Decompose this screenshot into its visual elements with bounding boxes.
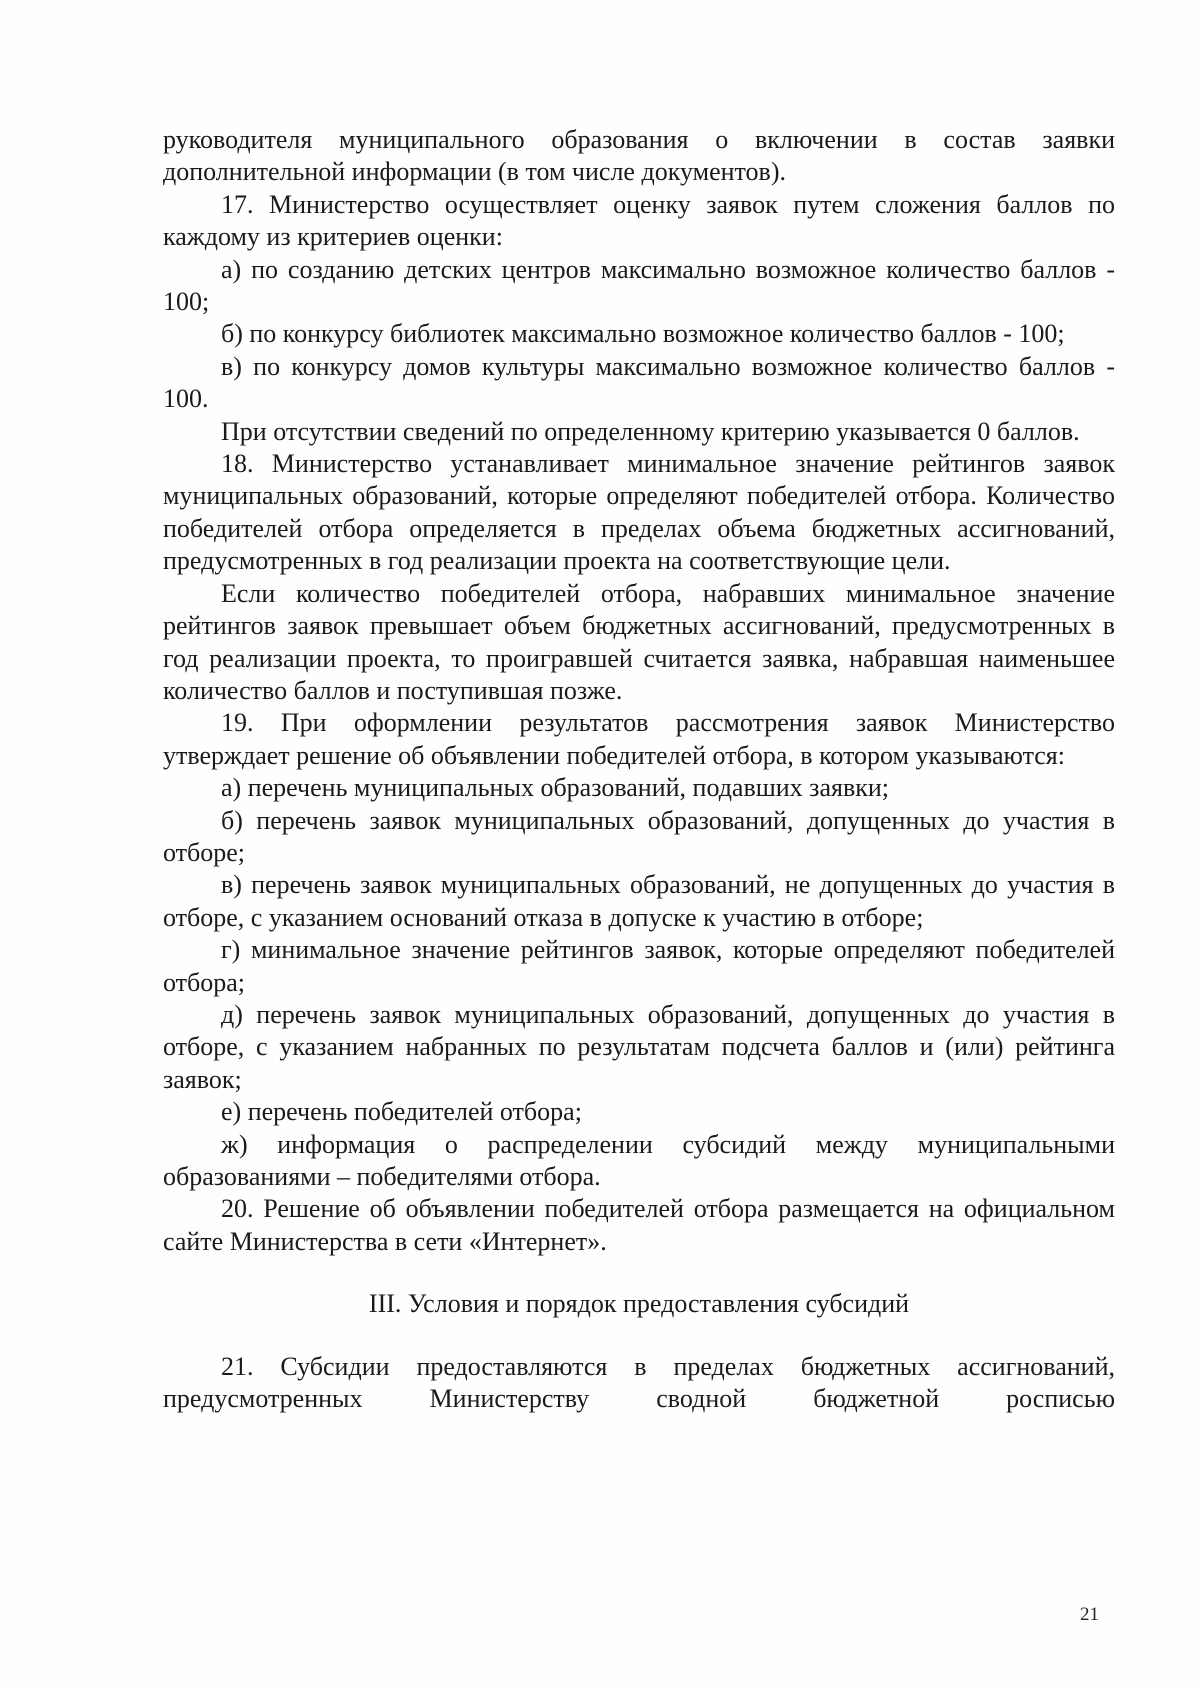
paragraph-item-19zh: ж) информация о распределении субсидий между муниципальными образованиями – победителями отбора. [163,1129,1115,1191]
paragraph-item-19: 19. При оформлении результатов рассмотрения заявок Министерство утверждает решение об объявлении победителей отбора, в котором указываются: [163,708,1115,770]
document-body [163,124,1115,1415]
section-heading: III. Условия и порядок предоставления субсидий [368,1289,910,1319]
paragraph-item-17v: в) по конкурсу домов культуры максимально возможное количество баллов - 100. [163,351,1115,414]
paragraph-item-21: 21. Субсидии предоставляются в пределах бюджетных ассигнований, предусмотренных Министерству сводной бюджетной росписью [163,1351,1115,1414]
paragraph-item-19d: д) перечень заявок муниципальных образований, допущенных до участия в отборе, с указанием набранных по результатам подсчета баллов и (или) рейтинга заявок; [163,999,1115,1094]
paragraph-continuation: руководителя муниципального образования о включении в состав заявки дополнительной информации (в том числе документов). [163,125,1115,187]
paragraph-no-data-note: При отсутствии сведений по определенному критерию указывается 0 баллов. [221,416,1080,446]
page-number: 21 [1080,1604,1099,1625]
paragraph-item-17: 17. Министерство осуществляет оценку заявок путем сложения баллов по каждому из критериев оценки: [163,189,1115,252]
paragraph-item-20: 20. Решение об объявлении победителей отбора размещается на официальном сайте Министерства в сети «Интернет». [163,1194,1115,1256]
paragraph-item-17b: б) по конкурсу библиотек максимально возможное количество баллов - 100; [221,319,1065,349]
paragraph-item-19e: е) перечень победителей отбора; [221,1097,582,1127]
paragraph-winners-exceed: Если количество победителей отбора, набравших минимальное значение рейтингов заявок превышает объем бюджетных ассигнований, предусмотренных в год реализации проекта, то проигравшей считается заявка, набравшая наименьшее количество баллов и поступившая позже. [163,578,1115,705]
paragraph-item-19v: в) перечень заявок муниципальных образований, не допущенных до участия в отборе, с указанием оснований отказа в допуске к участию в отборе; [163,870,1115,932]
paragraph-item-18: 18. Министерство устанавливает минимальное значение рейтингов заявок муниципальных образований, которые определяют победителей отбора. Количество победителей отбора определяется в пределах объема бюджетных ассигнований, предусмотренных в год реализации проекта на соответствующие цели. [163,449,1115,576]
paragraph-item-17a: а) по созданию детских центров максимально возможное количество баллов - 100; [163,254,1115,317]
paragraph-item-19b: б) перечень заявок муниципальных образований, допущенных до участия в отборе; [163,805,1115,867]
paragraph-item-19g: г) минимальное значение рейтингов заявок, которые определяют победителей отбора; [163,935,1115,997]
paragraph-item-19a: а) перечень муниципальных образований, подавших заявки; [221,773,890,803]
